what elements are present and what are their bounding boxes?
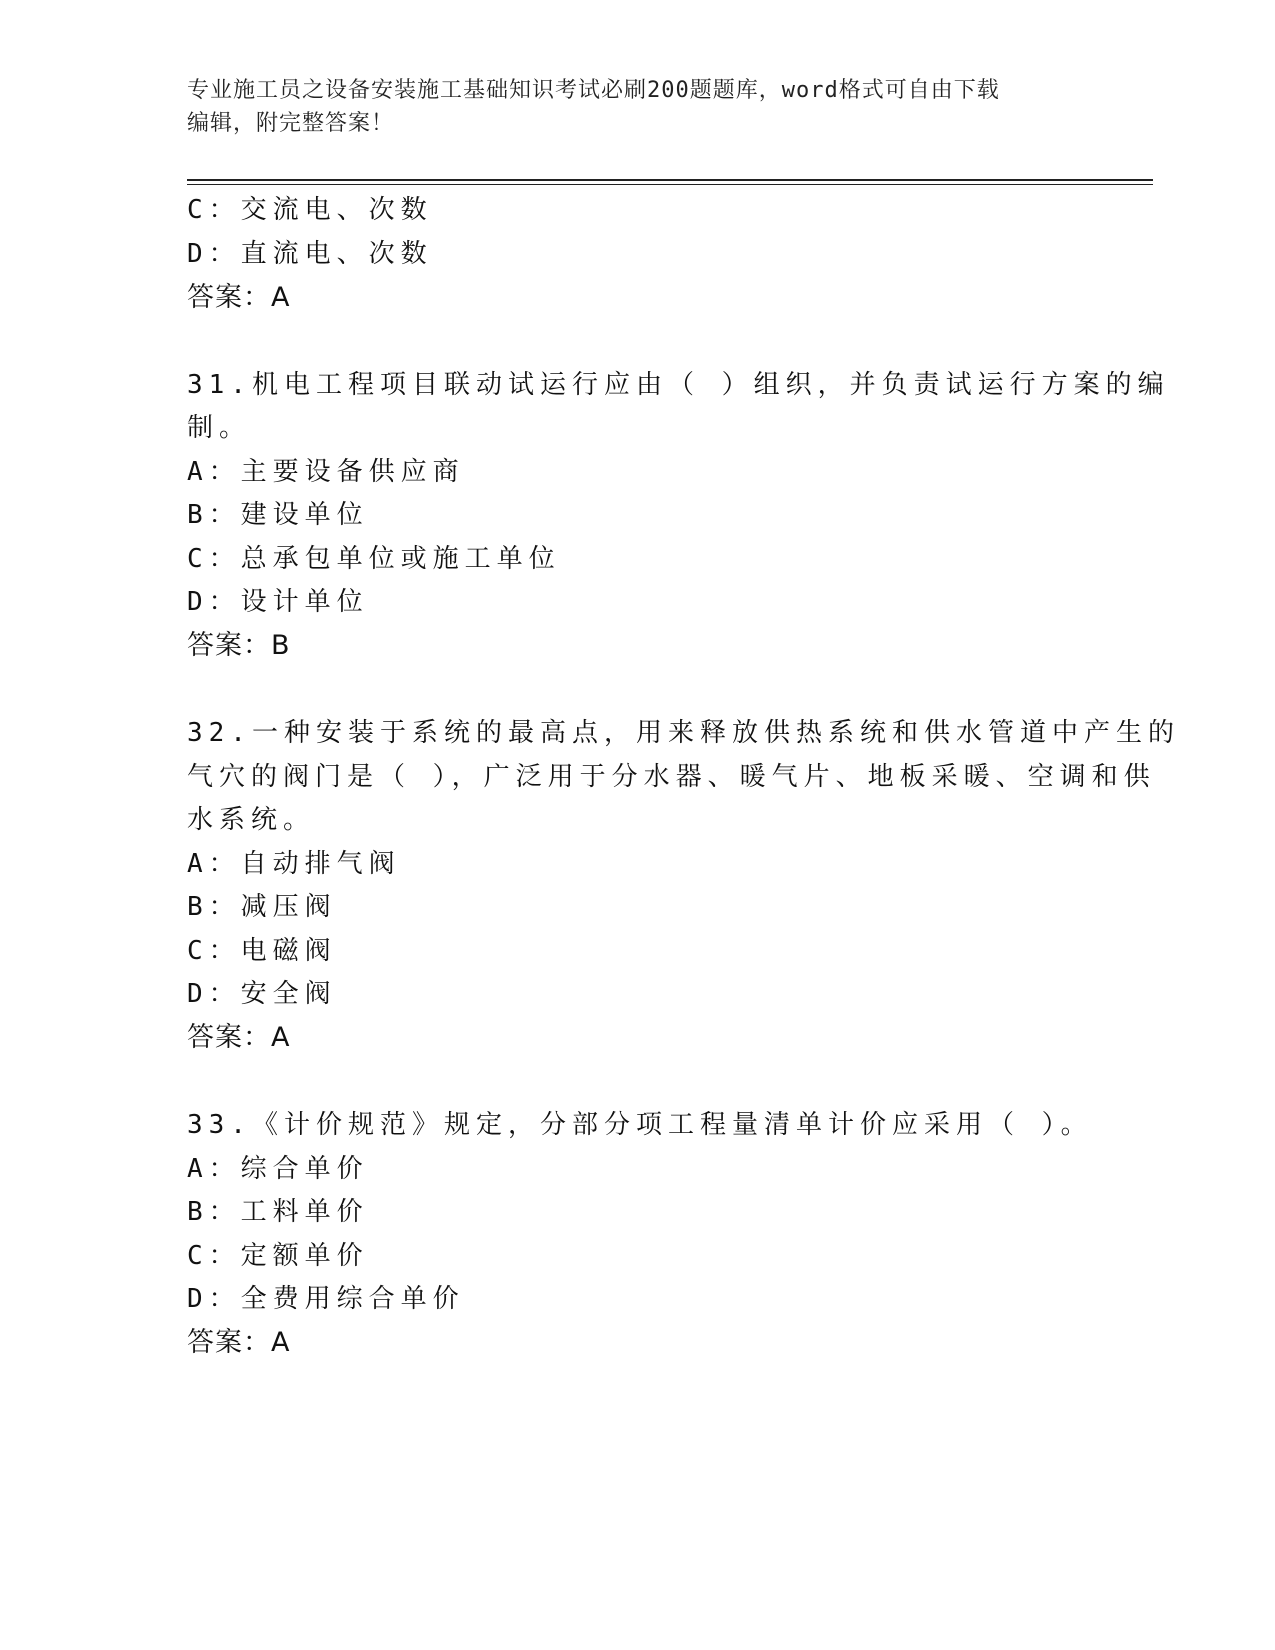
q31-stem-line-2: 制。 [187, 413, 252, 443]
q31-option-c: C：总承包单位或施工单位 [187, 544, 561, 574]
q31-option-d: D：设计单位 [187, 587, 369, 617]
q32-option-c: C：电磁阀 [187, 936, 337, 966]
document-header [187, 74, 1077, 140]
q31-answer: 答案：B [187, 630, 291, 661]
q32-answer: 答案：A [187, 1022, 291, 1053]
q33-option-a: A：综合单价 [187, 1154, 369, 1184]
q31-option-b: B：建设单位 [187, 500, 369, 530]
q31-stem-line-1: 31.机电工程项目联动试运行应由（ ）组织，并负责试运行方案的编 [187, 370, 1170, 400]
header-line-1: 专业施工员之设备安装施工基础知识考试必刷200题题库，word格式可自由下载 [187, 78, 1000, 103]
q32-stem-line-1: 32.一种安装于系统的最高点，用来释放供热系统和供水管道中产生的 [187, 718, 1180, 748]
prev-answer: 答案：A [187, 282, 291, 313]
q32-stem-line-2: 气穴的阀门是（ ），广泛用于分水器、暖气片、地板采暖、空调和供 [187, 762, 1156, 792]
header-divider [187, 179, 1153, 185]
q33-option-d: D：全费用综合单价 [187, 1284, 465, 1314]
q31-option-a: A：主要设备供应商 [187, 457, 465, 487]
q33-stem-line-1: 33.《计价规范》规定，分部分项工程量清单计价应采用（ ）。 [187, 1110, 1093, 1140]
q32-option-a: A：自动排气阀 [187, 849, 401, 879]
q33-option-c: C：定额单价 [187, 1241, 369, 1271]
prev-option-d: D：直流电、次数 [187, 239, 433, 269]
q32-stem-line-3: 水系统。 [187, 805, 316, 835]
q33-option-b: B：工料单价 [187, 1197, 369, 1227]
q32-option-d: D：安全阀 [187, 979, 337, 1009]
q33-answer: 答案：A [187, 1327, 291, 1358]
prev-option-c: C：交流电、次数 [187, 195, 433, 225]
header-line-2: 编辑，附完整答案！ [187, 111, 395, 136]
q32-option-b: B：减压阀 [187, 892, 337, 922]
